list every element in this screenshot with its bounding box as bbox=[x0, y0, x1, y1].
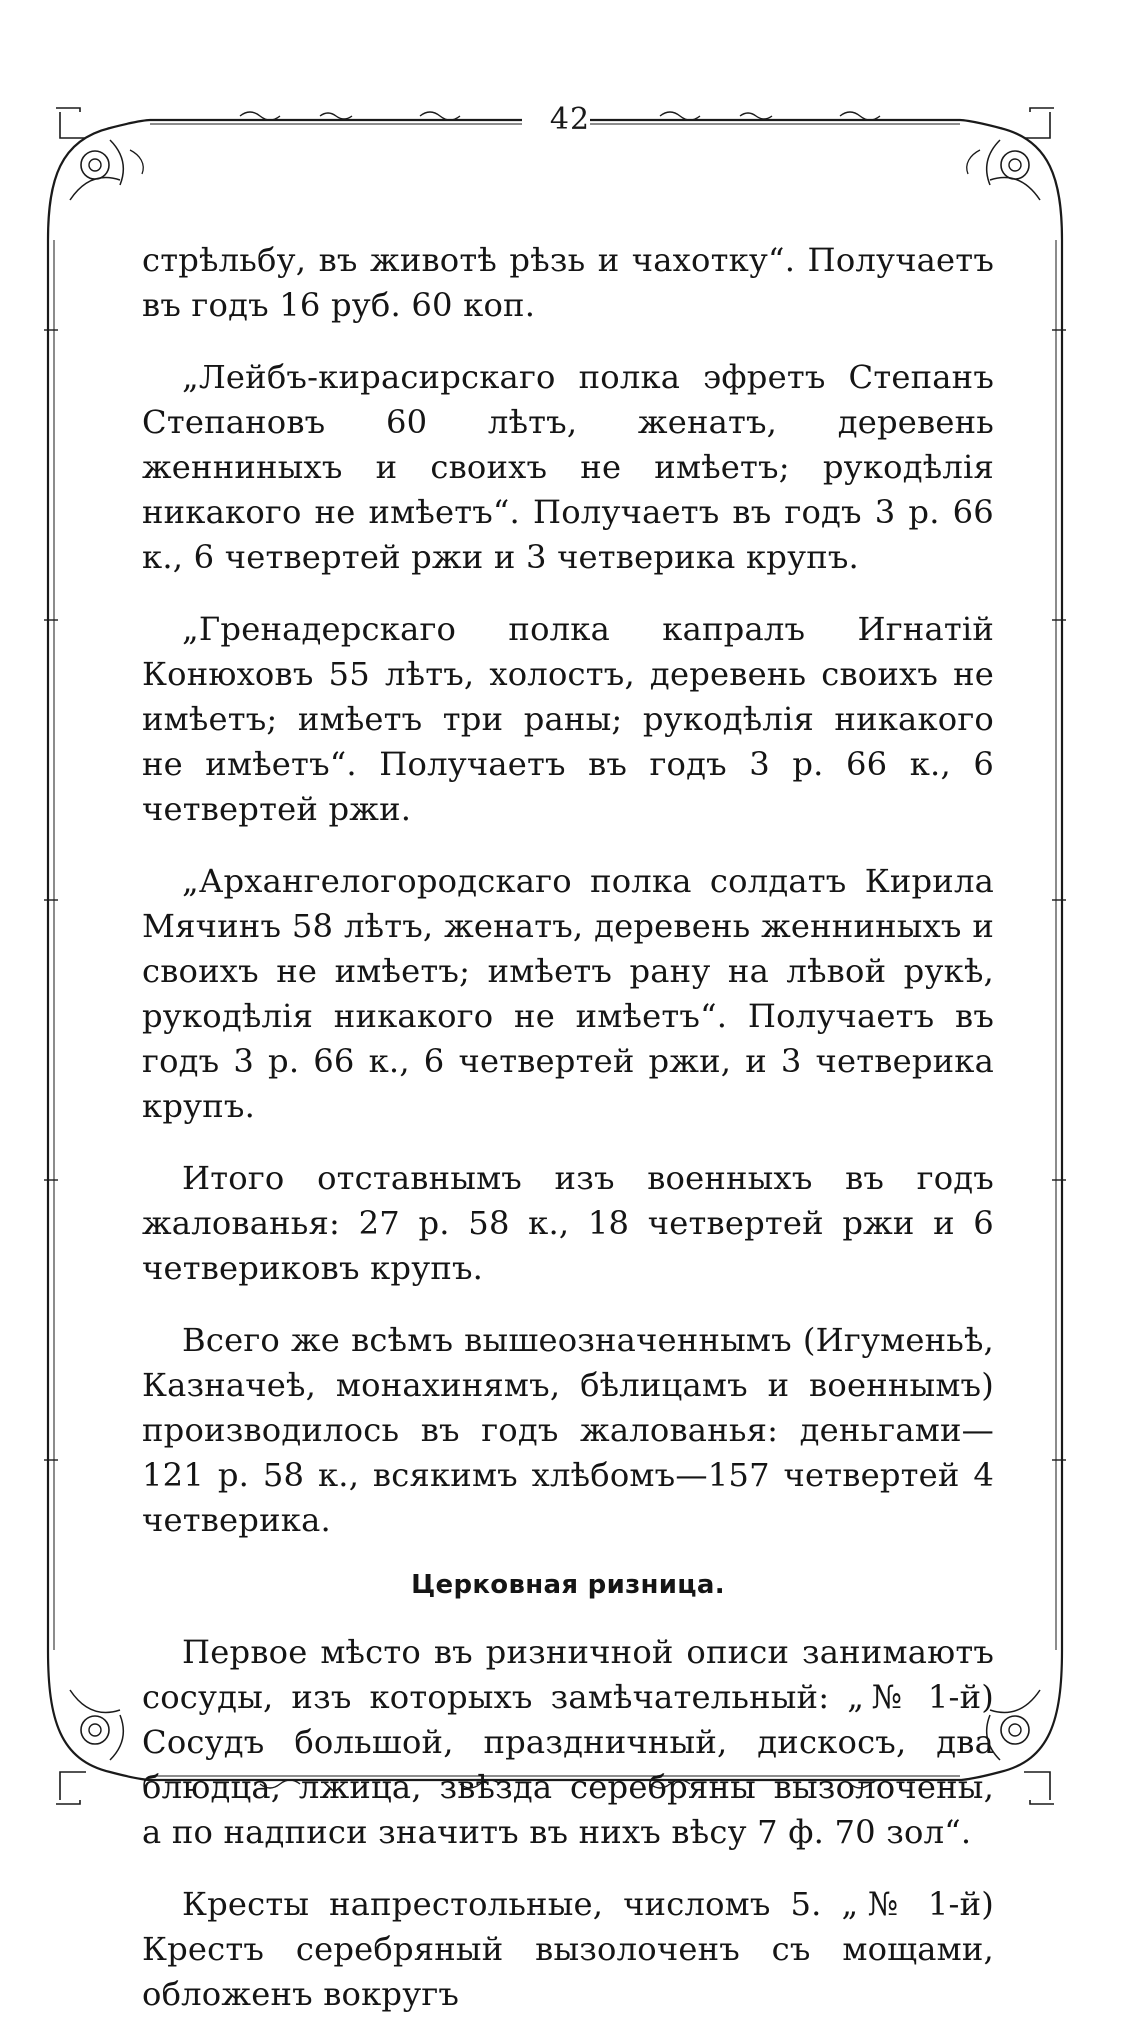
paragraph-5: Итого отставнымъ изъ военныхъ въ годъ жалованья: 27 р. 58 к., 18 четвертей ржи и 6 четвериковъ крупъ. bbox=[142, 1159, 994, 1287]
paragraph-1: стрѣльбу, въ животѣ рѣзь и чахотку“. Получаетъ въ годъ 16 руб. 60 коп. bbox=[142, 241, 994, 324]
section-paragraph-2: Кресты напрестольные, числомъ 5. „№ 1-й) Крестъ серебряный вызолоченъ съ мощами, обложенъ вокругъ bbox=[142, 1885, 994, 2013]
section-paragraph-1: Первое мѣсто въ ризничной описи занимаютъ сосуды, изъ которыхъ замѣчательный: „№ 1-й) Сосудъ большой, праздничный, дискосъ, два блюдца, лжица, звѣзда серебряны вызолочены, а по надписи значитъ въ нихъ вѣсу 7 ф. 70 зол“. bbox=[142, 1633, 994, 1851]
paragraph-4: „Архангелогородскаго полка солдатъ Кирила Мячинъ 58 лѣтъ, женатъ, деревень женниныхъ и своихъ не имѣетъ; имѣетъ рану на лѣвой рукѣ, рукодѣлія никакого не имѣетъ“. Получаетъ въ годъ 3 р. 66 к., 6 четвертей ржи, и 3 четверика крупъ. bbox=[142, 862, 994, 1125]
page-body bbox=[142, 238, 994, 2044]
paragraph-3: „Гренадерскаго полка капралъ Игнатій Конюховъ 55 лѣтъ, холостъ, деревень своихъ не имѣетъ; имѣетъ три раны; рукодѣлія никакого не имѣетъ“. Получаетъ въ годъ 3 р. 66 к., 6 четвертей ржи. bbox=[142, 610, 994, 828]
section-heading: Церковная ризница. bbox=[411, 1570, 725, 1600]
paragraph-6: Всего же всѣмъ вышеозначеннымъ (Игуменьѣ, Казначеѣ, монахинямъ, бѣлицамъ и военнымъ) производилось въ годъ жалованья: деньгами—121 р. 58 к., всякимъ хлѣбомъ—157 четвертей 4 четверика. bbox=[142, 1321, 994, 1539]
page-number: 42 bbox=[549, 102, 591, 137]
paragraph-2: „Лейбъ-кирасирскаго полка эфретъ Степанъ Степановъ 60 лѣтъ, женатъ, деревень женниныхъ и своихъ не имѣетъ; рукодѣлія никакого не имѣетъ“. Получаетъ въ годъ 3 р. 66 к., 6 четвертей ржи и 3 четверика крупъ. bbox=[142, 358, 994, 576]
